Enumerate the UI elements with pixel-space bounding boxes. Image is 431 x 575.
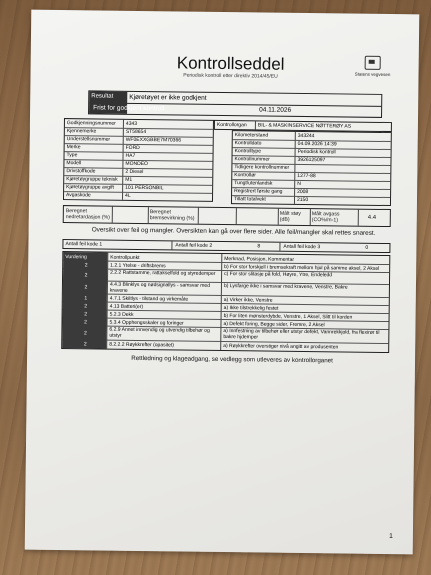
grade-cell: 2 [63, 301, 107, 310]
field-label: Kjennemerke [66, 128, 97, 135]
field-label: Merke [66, 144, 81, 151]
footer-guidance-text: Rettledning og klageadgang, se vedlegg som utleveres av kontrollorganet [131, 354, 333, 365]
field-value: N [297, 180, 301, 187]
brake-effect-label: Beregnet bremsevirkning (%) [149, 209, 195, 222]
field-label: Drivstoffkode [66, 168, 96, 175]
result-value: Kjøretøyet er ikke godkjent [129, 93, 207, 102]
document-title: Kontrollseddel [176, 53, 285, 74]
field-value: HA7 [125, 152, 136, 159]
overview-text: Oversikt over feil og mangler. Oversikten kan gå over flere sider. Alle feil/mangler skal rettes snarest. [91, 226, 376, 237]
agency-logo [353, 56, 393, 77]
point-cell: 5.2.3 Dekk [109, 311, 134, 318]
note-cell: a) Innfestning av tilbehør eller utstyr defekt, Vannrekkjold, fra flexirør til bakre hjdemper [223, 327, 380, 340]
grade-cell: 2 [62, 317, 106, 326]
note-cell: a) Røykkrefter overstiger nivå angitt av produsenten [223, 342, 339, 350]
field-value: Periodisk kontroll [297, 148, 336, 156]
field-value: WF0EXXGBBE7M70366 [125, 136, 182, 144]
vehicle-info-left [63, 118, 214, 202]
col-header: Kontrollpunkt [110, 254, 140, 261]
road-agency-logo-icon [365, 56, 381, 70]
grade-cell: 2 [63, 309, 107, 318]
point-cell: 4.7.1 Skiltlys - tilstand og virkemåte [109, 295, 189, 303]
point-cell: 5.3.4 Opphengsskaler og foringer [109, 319, 184, 327]
note-cell: c) For stor slitasje på fold, Høyre, Ytre, Endeledd [224, 270, 333, 278]
field-label: Kontrollnummer [234, 156, 270, 163]
org-label: Kontrollorgan [216, 121, 247, 129]
field-value: 343244 [297, 132, 315, 140]
field-value: 1277-88 [297, 172, 316, 180]
field-value: 101 PERSONBIL [125, 184, 164, 192]
point-cell: 4.4.3 Blinklys og nødsignallys - samsvar med kravene [109, 281, 211, 294]
point-cell: 1.2.1 Ytelse - driftsbrems [110, 262, 166, 269]
field-label: Kontrolltype [234, 148, 262, 155]
point-cell: 2.2.2 Rattstamme, rattakselfold og styredemper [110, 269, 216, 277]
measurements-row [63, 205, 391, 227]
grade-cell: 2 [63, 280, 107, 294]
exhaust-value: 4.4 [367, 214, 377, 221]
count-label: Antall feil kode 3 [283, 243, 321, 251]
field-value: 4343 [125, 120, 138, 127]
field-value: M1 [125, 176, 133, 183]
col-header: Vurdering [63, 252, 107, 261]
field-label: Kilometerstand [234, 132, 269, 139]
field-label: Modell [66, 160, 82, 167]
field-label: Registrert første gang [234, 188, 283, 195]
field-label: Type [66, 152, 78, 159]
deadline-label: Frist for godkjent kontroll [93, 104, 165, 113]
field-label: Kontrolldato [234, 140, 262, 147]
grade-cell: 1 [63, 293, 107, 302]
grade-cell: 2 [63, 260, 107, 269]
defects-table [61, 251, 390, 353]
field-value: ST58654 [125, 128, 147, 136]
result-box [88, 90, 382, 118]
field-value: MONDEO [125, 160, 148, 168]
field-label: Kjøretøygruppe avgift [66, 184, 114, 191]
grade-cell: 2 [62, 325, 106, 340]
field-label: Tillatt totalvekt [233, 196, 266, 203]
vehicle-info-right [231, 130, 392, 206]
grade-cell: 2 [63, 268, 107, 281]
deadline-value: 04.11.2026 [259, 106, 292, 114]
field-label: Avgaskode [66, 192, 91, 199]
note-cell: b) Lysfarge ikke i samsvar med kravene, Venstre, Bakre [223, 282, 348, 291]
note-cell: b) For liten mønsterdybde, Venstre, 1 Aksel, Slitt til korden [223, 312, 353, 321]
point-cell: 4.13 Batteri(er) [109, 303, 144, 310]
inspection-document [25, 10, 420, 555]
col-header: Merknad, Posisjon, Kommentar [224, 255, 295, 263]
exhaust-label: Målt avgass (CO%/m-1) [311, 211, 340, 224]
result-label: Resultat [91, 93, 114, 100]
field-value: 3926125097 [297, 156, 326, 164]
grade-cell: 2 [62, 339, 106, 348]
document-subtitle: Periodisk kontroll etter direktiv 2014/45/EU [183, 72, 278, 80]
field-value: FORD [125, 144, 140, 151]
field-label: Tungt/utenlandsk [234, 180, 273, 187]
field-value: 2 Diesel [125, 168, 144, 176]
note-cell: a) Virker ikke, Venstre [223, 296, 273, 304]
count-label: Antall feil kode 2 [175, 242, 213, 249]
field-label: Godkjenningsnummer [66, 120, 116, 127]
count-value: 0 [365, 244, 369, 251]
count-value: 8 [257, 243, 261, 250]
field-label: Understellsnummer [66, 136, 111, 143]
field-value: 2150 [296, 196, 309, 204]
point-cell: 6.2.9 Annet innvendig og utvendig tilbehør og utstyr [109, 326, 210, 339]
field-label: Kontrollør [234, 172, 257, 179]
note-cell: a) Ikke tilstrekkelig festet [223, 304, 279, 312]
count-value [145, 241, 171, 249]
field-value: 2008 [297, 188, 309, 196]
page-number: 1 [388, 533, 393, 541]
brake-retardation-label: Beregnet nedretardasjon (%) [65, 208, 110, 221]
point-cell: 8.2.2.2 Røykkrefter (opasitet) [109, 341, 175, 348]
count-label: Antall feil kode 1 [65, 241, 103, 248]
field-label: Kjøretøygruppe teknisk [66, 176, 118, 183]
field-value: 04.09.2026 14:39 [297, 140, 337, 148]
note-cell: a) Defekt foring, Begge sider, Fremre, 2 Aksel [223, 320, 325, 328]
note-cell: b) For stor forskjell i bremsekraft mellom hjul på samme aksel, 2 Aksel [224, 263, 380, 272]
field-label: Tidligere kontrollnummer [234, 164, 290, 171]
noise-label: Målt støy (dB) [279, 210, 301, 223]
org-value: BIL- & MASKINSERVICE NØTTERØY AS [257, 122, 352, 130]
agency-logo-text: Statens vegvesen [354, 71, 391, 78]
field-value: 4L [125, 192, 131, 199]
